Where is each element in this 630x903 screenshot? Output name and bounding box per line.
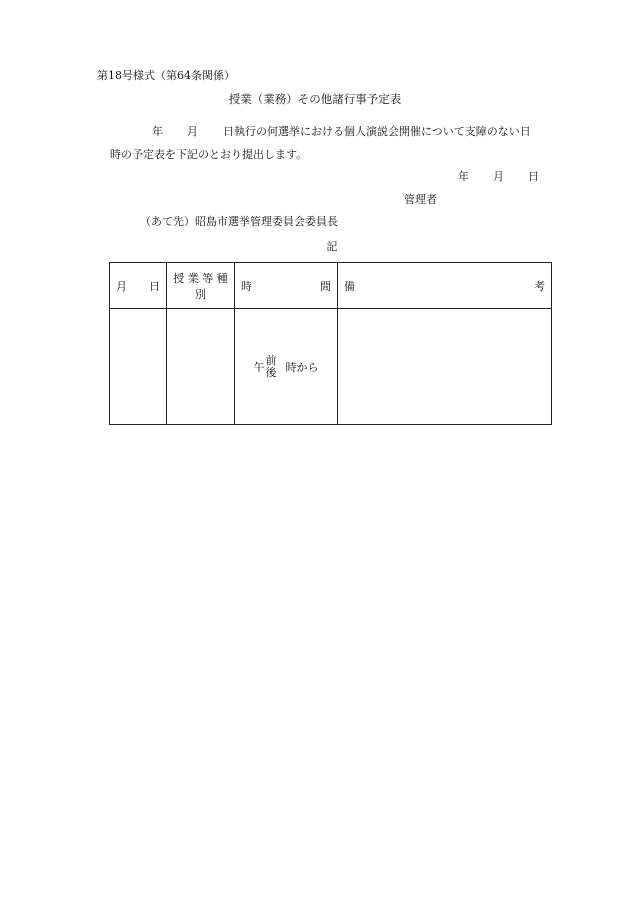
schedule-table [109, 262, 552, 425]
document-title: 授業（業務）その他諸行事予定表 [228, 92, 402, 106]
header-note-right: 考 [534, 279, 545, 293]
header-time-right: 間 [320, 279, 331, 293]
am-label: 前 [265, 353, 277, 367]
addressee: （あて先）昭島市選挙管理委員会委員長 [140, 215, 338, 228]
body-line-2: 時の予定表を下記のとおり提出します。 [110, 148, 308, 161]
body-line-1-text: 日執行の何選挙における個人演説会開催について支障のない日 [223, 125, 531, 138]
date-month-label: 月 [493, 170, 504, 183]
header-time [235, 263, 338, 309]
time-prefix: 午 [253, 360, 265, 374]
form-number: 第18号様式（第64条関係） [97, 69, 235, 82]
cell-type[interactable] [167, 309, 235, 425]
body-line-1 [152, 123, 531, 139]
manager-label: 管理者 [404, 193, 437, 206]
table-row [110, 309, 552, 425]
am-pm-stack [266, 355, 277, 379]
table-header-row [110, 263, 552, 309]
time-suffix: 時から [285, 360, 319, 374]
cell-time[interactable] [235, 309, 338, 425]
header-date [110, 263, 167, 309]
date-day-label: 日 [528, 170, 539, 183]
header-time-left: 時 [241, 279, 252, 293]
date-year-label: 年 [458, 170, 469, 183]
submission-date [458, 168, 539, 184]
header-note [338, 263, 552, 309]
cell-note[interactable] [338, 309, 552, 425]
cell-date[interactable] [110, 309, 167, 425]
body-year-label: 年 [152, 125, 163, 138]
header-month: 月 [116, 279, 127, 293]
header-type: 授 業 等 種 別 [167, 263, 235, 309]
header-note-left: 備 [344, 279, 355, 293]
body-month-label: 月 [187, 125, 198, 138]
header-day: 日 [149, 279, 160, 293]
ki-heading: 記 [326, 240, 338, 253]
pm-label: 後 [265, 365, 277, 379]
